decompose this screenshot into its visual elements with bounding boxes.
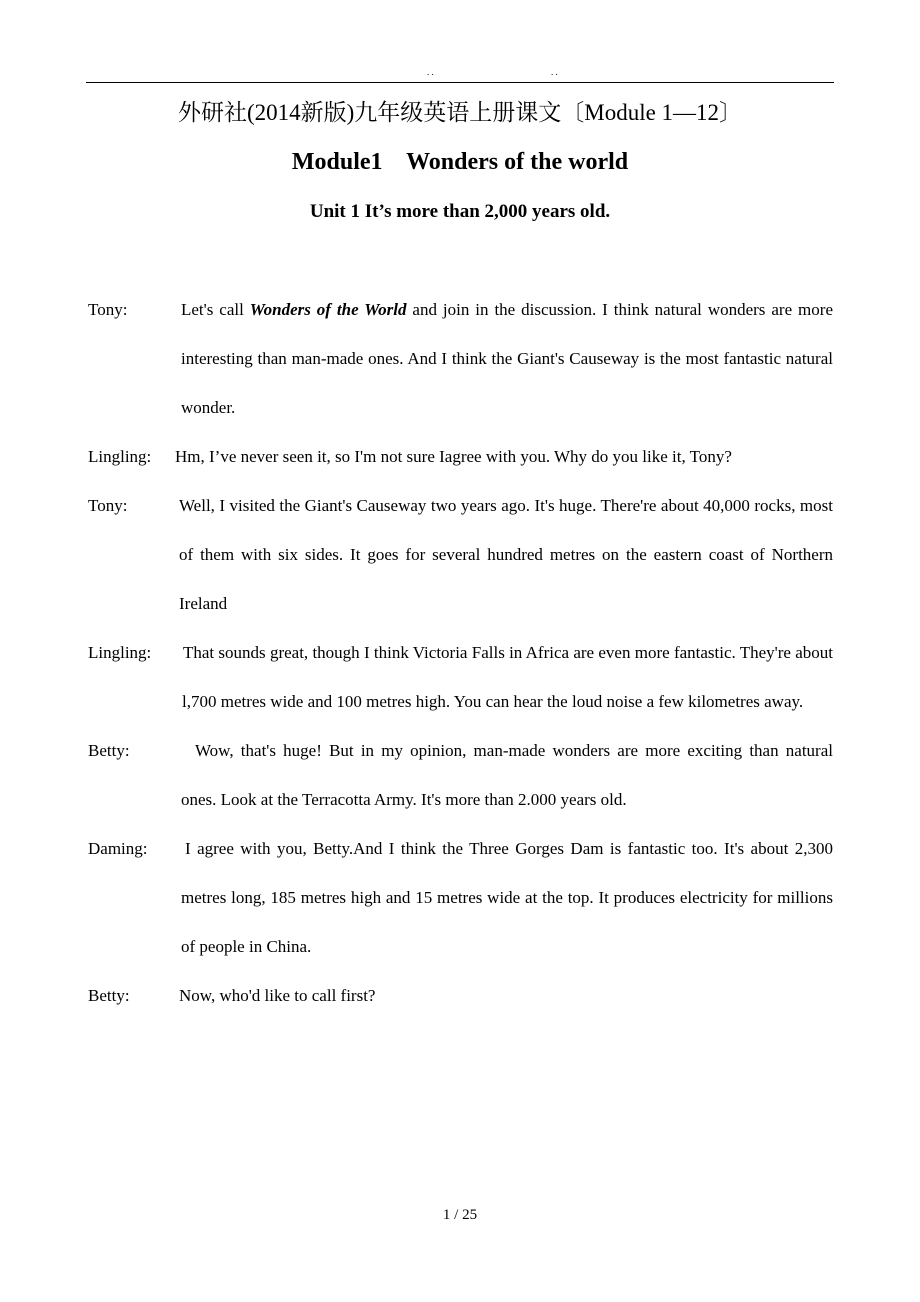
dialogue-turn [88, 481, 833, 628]
show-title: Wonders of the World [249, 300, 407, 319]
module-title: Module1 Wonders of the world [291, 149, 629, 175]
speaker-name: Tony: [88, 496, 128, 515]
dialogue-line [181, 628, 833, 726]
speaker-name: Tony: [88, 300, 128, 319]
document-title: 外研社(2014新版)九年级英语上册课文〔Module 1—12〕 [177, 100, 743, 125]
dialogue-text: That sounds great, though I think Victoria Falls in Africa are even more fantastic. They're about l,700 metres wide and 100 metres high. You can hear the loud noise a few kilometres away. [182, 643, 833, 711]
dialogue-turn [88, 824, 833, 971]
speaker-name: Betty: [88, 741, 130, 760]
unit-title: Unit 1 It’s more than 2,000 years old. [309, 201, 611, 222]
dialogue-line: Now, who'd like to call first? [179, 986, 376, 1005]
dialogue-text: and join in the discussion. I think natural wonders are more interesting than man-made ones. And I think the Giant's Causeway is the most fantastic natural wonder. [181, 300, 833, 417]
header-marks [0, 66, 920, 78]
dialogue [88, 285, 833, 1020]
dialogue-line: Well, I visited the Giant's Causeway two years ago. It's huge. There're about 40,000 rocks, most of them with six sides. It goes for several hundred metres on the eastern coast of Northern Ireland [179, 496, 833, 613]
page-number: 1 / 25 [442, 1207, 478, 1223]
dialogue-line [181, 285, 833, 432]
header-rule [86, 82, 834, 83]
speaker-name: Lingling: [88, 447, 152, 466]
dialogue-turn [88, 971, 833, 1020]
speaker-name: Betty: [88, 986, 130, 1005]
dialogue-text: I agree with you, Betty.And I think the Three Gorges Dam is fantastic too. It's about 2,300 metres long, 185 metres high and 15 metres wide at the top. It produces electricity for millions of people in China. [181, 839, 833, 956]
speaker-name: Daming: [88, 839, 148, 858]
header-marks-right: . . [551, 67, 558, 77]
dialogue-text: Let's call [181, 300, 250, 319]
dialogue-line [181, 726, 833, 824]
dialogue-turn [88, 285, 833, 432]
dialogue-text: Wow, that's huge! But in my opinion, man-made wonders are more exciting than natural ones. Look at the Terracotta Army. It's more than 2.000 years old. [181, 741, 833, 809]
dialogue-line [181, 824, 833, 971]
dialogue-line: Hm, I’ve never seen it, so I'm not sure Iagree with you. Why do you like it, Tony? [175, 447, 732, 466]
dialogue-turn [88, 628, 833, 726]
speaker-name: Lingling: [88, 643, 152, 662]
dialogue-turn [88, 432, 833, 481]
dialogue-turn [88, 726, 833, 824]
header-marks-left: . . [427, 67, 434, 77]
